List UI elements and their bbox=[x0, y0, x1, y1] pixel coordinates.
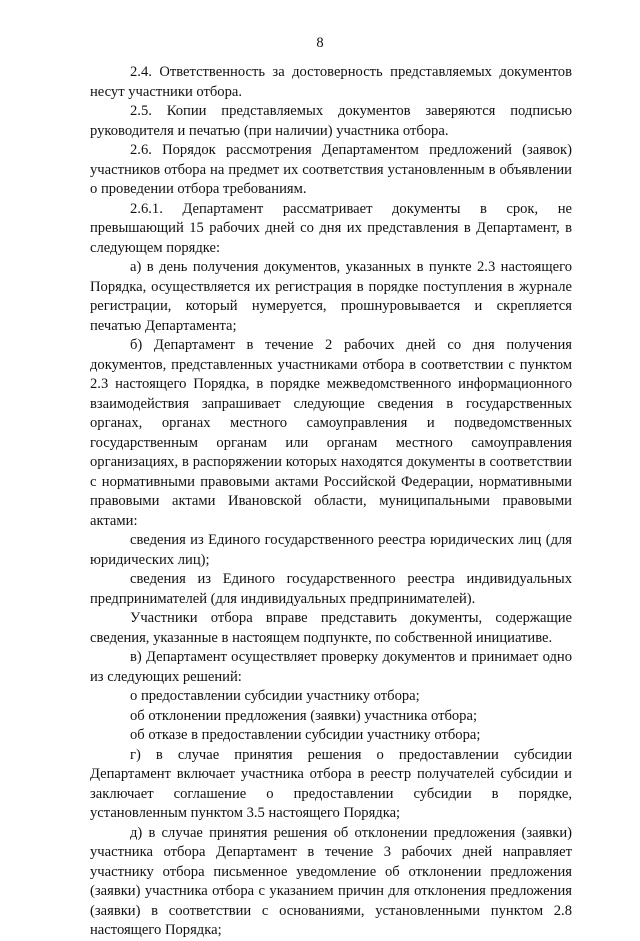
subparagraph-a: а) в день получения документов, указанных в пункте 2.3 настоящего Порядка, осуществляется их регистрация в порядке поступления в журнале регистрации, который нумеруется, прошнуровывается и скрепляется печатью Департамента; bbox=[90, 259, 572, 334]
document-body bbox=[90, 63, 572, 941]
decision-reject-application: об отклонении предложения (заявки) участника отбора; bbox=[130, 707, 478, 724]
paragraph-2-4: 2.4. Ответственность за достоверность представляемых документов несут участники отбора. bbox=[90, 64, 572, 100]
decision-grant: о предоставлении субсидии участнику отбора; bbox=[130, 688, 420, 704]
list-item-entrepreneurs: сведения из Единого государственного реестра индивидуальных предпринимателей (для индивидуальных предпринимателей). bbox=[90, 571, 572, 607]
paragraph-2-6: 2.6. Порядок рассмотрения Департаментом предложений (заявок) участников отбора на предмет их соответствия установленным в объявлении о проведении отбора требованиям. bbox=[90, 142, 572, 197]
list-item-legal-entities: сведения из Единого государственного реестра юридических лиц (для юридических лиц); bbox=[90, 532, 572, 568]
page-number: 8 bbox=[316, 35, 324, 51]
paragraph-2-6-1: 2.6.1. Департамент рассматривает документы в срок, не превышающий 15 рабочих дней со дня их представления в Департамент, в следующем порядке: bbox=[90, 200, 572, 256]
subparagraph-g: г) в случае принятия решения о предоставлении субсидии Департамент включает участника отбора в реестр получателей субсидии и заключает соглашение о предоставлении субсидии в порядке, установленным пунктом 3.5 настоящего Порядка; bbox=[90, 746, 572, 821]
paragraph-2-5: 2.5. Копии представляемых документов заверяются подписью руководителя и печатью (при наличии) участника отбора. bbox=[90, 103, 572, 139]
subparagraph-v: в) Департамент осуществляет проверку документов и принимает одно из следующих решений: bbox=[90, 649, 572, 685]
subparagraph-b: б) Департамент в течение 2 рабочих дней со дня получения документов, представленных участниками отбора в соответствии с пунктом 2.3 настоящего Порядка, в порядке межведомственного информационного взаимодействия запрашивает следующие сведения в государственных органах, органах местного самоуправления и подведомственных государственным органам или органам местного самоуправления организациях, в распоряжении которых находятся документы в соответствии с нормативными правовыми актами Российской Федерации, нормативными правовыми актами Ивановской области, муниципальными правовыми актами: bbox=[90, 337, 572, 529]
paragraph-own-initiative: Участники отбора вправе представить документы, содержащие сведения, указанные в настоящем подпункте, по собственной инициативе. bbox=[90, 610, 572, 646]
subparagraph-d: д) в случае принятия решения об отклонении предложения (заявки) участника отбора Департамент в течение 3 рабочих дней направляет участнику отбора письменное уведомление об отклонении предложения (заявки) участника отбора с указанием причин для отклонения предложения (заявки) в соответствии с основаниями, установленными пунктом 2.8 настоящего Порядка; bbox=[90, 824, 572, 938]
decision-refuse-subsidy: об отказе в предоставлении субсидии участнику отбора; bbox=[130, 727, 481, 743]
